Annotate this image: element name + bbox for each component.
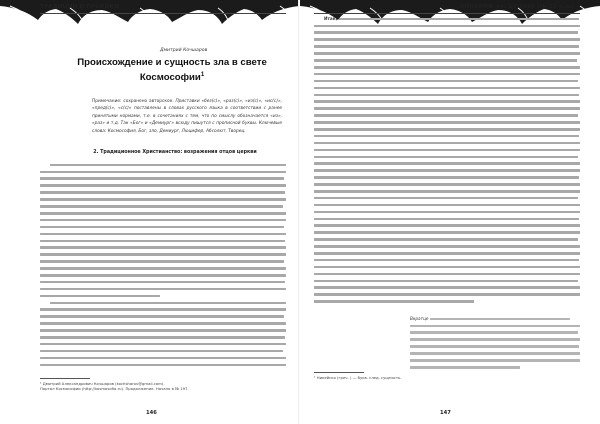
text-line (314, 216, 580, 223)
text-line (314, 147, 580, 154)
text-line (314, 223, 580, 230)
text-line (314, 57, 580, 64)
text-line (410, 364, 580, 371)
text-line (314, 292, 580, 299)
footnote-rule (40, 378, 90, 379)
text-line (314, 133, 580, 140)
text-line (314, 154, 580, 161)
text-line (314, 64, 580, 71)
footnote: ¹ Никейско (греч. ) — букв. след. сущность. (314, 375, 402, 380)
text-line (314, 250, 580, 257)
text-line (410, 330, 580, 337)
header-rule (40, 13, 286, 14)
body-text (314, 16, 580, 305)
text-line (314, 243, 580, 250)
text-line (314, 237, 580, 244)
text-line (314, 140, 580, 147)
text-line (40, 341, 286, 348)
text-line (314, 181, 580, 188)
running-header: ТРАДИЦИИ И ПРОРОКИ (40, 4, 119, 10)
right-page (300, 0, 600, 424)
footnote-mark: 1 (200, 72, 205, 78)
text-line (410, 350, 580, 357)
text-line (410, 344, 580, 351)
text-line (40, 320, 286, 327)
abstract-lead: Примечание: сохранено авторское. (92, 99, 174, 104)
abstract (92, 98, 282, 135)
text-line (40, 327, 286, 334)
text-line (314, 50, 580, 57)
text-line (410, 337, 580, 344)
text-line (314, 202, 580, 209)
section-heading: 2. Традиционное Христианство: возражения отцов церкви (93, 150, 257, 155)
text-line (314, 99, 580, 106)
lead-phrase: Итак, (324, 16, 338, 21)
text-line (40, 238, 286, 245)
text-line (314, 168, 580, 175)
footnote-line: Портал Космософии (http://kosmosofia.ru). Продолжение. Начало в № 197. (40, 386, 189, 392)
text-line (40, 190, 286, 197)
text-line (40, 307, 286, 314)
footnote (40, 381, 286, 392)
text-line (410, 323, 580, 330)
running-header: АПОКРИФ-по: 12:2016 (№ 52 е.п.) (460, 4, 575, 10)
text-line (314, 78, 580, 85)
text-line (314, 126, 580, 133)
text-line (40, 217, 286, 224)
text-line (314, 230, 580, 237)
text-line (40, 362, 286, 369)
text-line (40, 293, 286, 300)
text-line (40, 286, 286, 293)
text-line (314, 92, 580, 99)
text-line (314, 119, 580, 126)
footnote-rule (314, 372, 364, 373)
text-line (40, 169, 286, 176)
text-line (40, 245, 286, 252)
text-line (40, 203, 286, 210)
text-line (314, 161, 580, 168)
text-line (314, 71, 580, 78)
text-line (40, 355, 286, 362)
text-line (314, 23, 580, 30)
header-rule (314, 13, 580, 14)
text-line (314, 264, 580, 271)
text-line (314, 85, 580, 92)
text-line (314, 106, 580, 113)
abstract-text: Приставки «без(с)», «раз(с)», «из(с)», «ис(с)», «пред(с)», «с(с)» поставлены в словах русского языка в соответствии с ранее принятыми нормами, т.е. в сочетаниях с тем, что по смыслу обозначается «из», «раз» и т.д. Так «Бог» и «Демиург» всюду пишутся с прописной буквы. Ключевые слова: Космософия, Бог, зло, Демиург, Люцифер, Абсолют, Творец. (92, 99, 282, 134)
article-title (62, 57, 282, 84)
text-line (410, 316, 580, 323)
block-quote (410, 316, 580, 371)
text-line (40, 224, 286, 231)
text-line (314, 257, 580, 264)
text-line (40, 265, 286, 272)
text-line (40, 252, 286, 259)
text-line (410, 357, 580, 364)
text-line (40, 210, 286, 217)
text-line (314, 299, 580, 306)
text-line (40, 196, 286, 203)
text-line (40, 279, 286, 286)
text-line (314, 44, 580, 51)
text-line (314, 271, 580, 278)
text-line (40, 300, 286, 307)
text-line (314, 37, 580, 44)
text-line (40, 176, 286, 183)
text-line (314, 278, 580, 285)
author: Дмитрий Кочшаров (160, 48, 208, 53)
page-number: 146 (146, 410, 157, 416)
text-line (40, 348, 286, 355)
text-line (40, 162, 286, 169)
text-line (314, 174, 580, 181)
text-line (40, 258, 286, 265)
page-number: 147 (440, 410, 451, 416)
text-line (314, 16, 580, 23)
text-line (40, 272, 286, 279)
title-text: Происхождение и сущность зла в свете Космософии (77, 57, 267, 84)
text-line (40, 314, 286, 321)
body-text (40, 162, 286, 369)
text-line (40, 231, 286, 238)
text-line (314, 112, 580, 119)
quote-lead: Вкратце (410, 316, 429, 321)
text-line (314, 195, 580, 202)
text-line (314, 209, 580, 216)
text-line (314, 285, 580, 292)
text-line (314, 188, 580, 195)
footnote-line: ¹ Дмитрий Александрович Кочшаров (kochsharov@gmail.com). (40, 381, 165, 386)
text-line (314, 30, 580, 37)
text-line (40, 334, 286, 341)
text-line (40, 183, 286, 190)
